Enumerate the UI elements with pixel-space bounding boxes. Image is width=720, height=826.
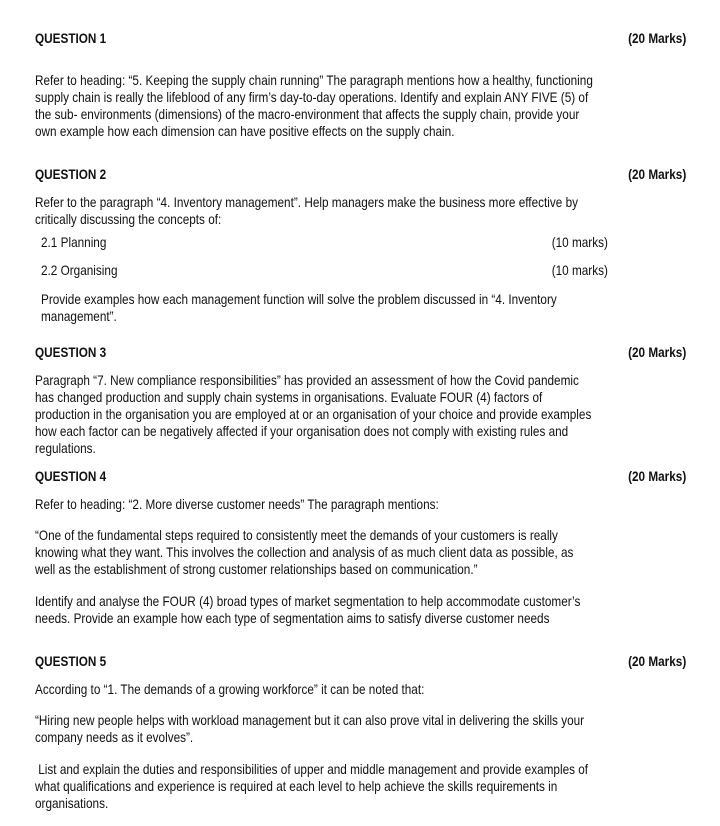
question-text: organisations. <box>35 795 109 811</box>
sub-question-label: 2.1 Planning <box>41 234 107 250</box>
quote-text: knowing what they want. This involves the collection and analysis of as much client data as possible, as <box>35 544 574 560</box>
question-heading: QUESTION 5 <box>35 653 107 669</box>
quote-text: well as the establishment of strong customer relationships based on communication.” <box>35 561 478 577</box>
question-text: Refer to heading: “5. Keeping the supply chain running” The paragraph mentions how a healthy, functioning <box>35 72 593 88</box>
sub-question-label: 2.2 Organising <box>41 262 118 278</box>
question-marks: (20 Marks) <box>627 344 686 360</box>
question-text: Paragraph “7. New compliance responsibilities” has provided an assessment of how the Covid pandemic <box>35 372 579 388</box>
question-text: needs. Provide an example how each type of segmentation aims to satisfy diverse customer needs <box>35 610 550 626</box>
question-marks: (20 Marks) <box>627 653 686 669</box>
question-marks: (20 Marks) <box>627 166 686 182</box>
question-marks: (20 Marks) <box>627 30 686 46</box>
sub-question-marks: (10 marks) <box>551 234 608 250</box>
question-text: what qualifications and experience is required at each level to help achieve the skills requirements in <box>35 778 558 794</box>
question-text: has changed production and supply chain systems in organisations. Evaluate FOUR (4) factors of <box>35 389 543 405</box>
question-text: supply chain is really the lifeblood of any firm’s day-to-day operations. Identify and explain ANY FIVE (5) of <box>35 89 589 105</box>
question-text: Identify and analyse the FOUR (4) broad types of market segmentation to help accommodate customer’s <box>35 593 581 609</box>
question-text: production in the organisation you are employed at or an organisation of your choice and provide examples <box>35 406 592 422</box>
question-text: own example how each dimension can have positive effects on the supply chain. <box>35 123 455 139</box>
question-text: Provide examples how each management function will solve the problem discussed in “4. Inventory <box>41 291 557 307</box>
quote-text: company needs as it evolves”. <box>35 729 194 745</box>
question-text: the sub- environments (dimensions) of the macro-environment that affects the supply chain, provide your <box>35 106 580 122</box>
question-text: Refer to the paragraph “4. Inventory management”. Help managers make the business more effective by <box>35 194 578 210</box>
sub-question-marks: (10 marks) <box>551 262 608 278</box>
question-heading: QUESTION 3 <box>35 344 107 360</box>
quote-text: “One of the fundamental steps required to consistently meet the demands of your customers is really <box>35 527 558 543</box>
question-heading: QUESTION 1 <box>35 30 107 46</box>
question-text: regulations. <box>35 440 96 456</box>
question-text: Refer to heading: “2. More diverse customer needs” The paragraph mentions: <box>35 496 439 512</box>
question-text: management”. <box>41 308 117 324</box>
question-heading: QUESTION 2 <box>35 166 107 182</box>
question-text: how each factor can be negatively affected if your organisation does not comply with existing rules and <box>35 423 569 439</box>
question-text: According to “1. The demands of a growing workforce” it can be noted that: <box>35 681 425 697</box>
question-text: critically discussing the concepts of: <box>35 211 222 227</box>
question-text: List and explain the duties and responsibilities of upper and middle management and provide examples of <box>35 761 589 777</box>
question-marks: (20 Marks) <box>627 468 686 484</box>
question-heading: QUESTION 4 <box>35 468 107 484</box>
quote-text: “Hiring new people helps with workload management but it can also prove vital in delivering the skills your <box>35 712 585 728</box>
